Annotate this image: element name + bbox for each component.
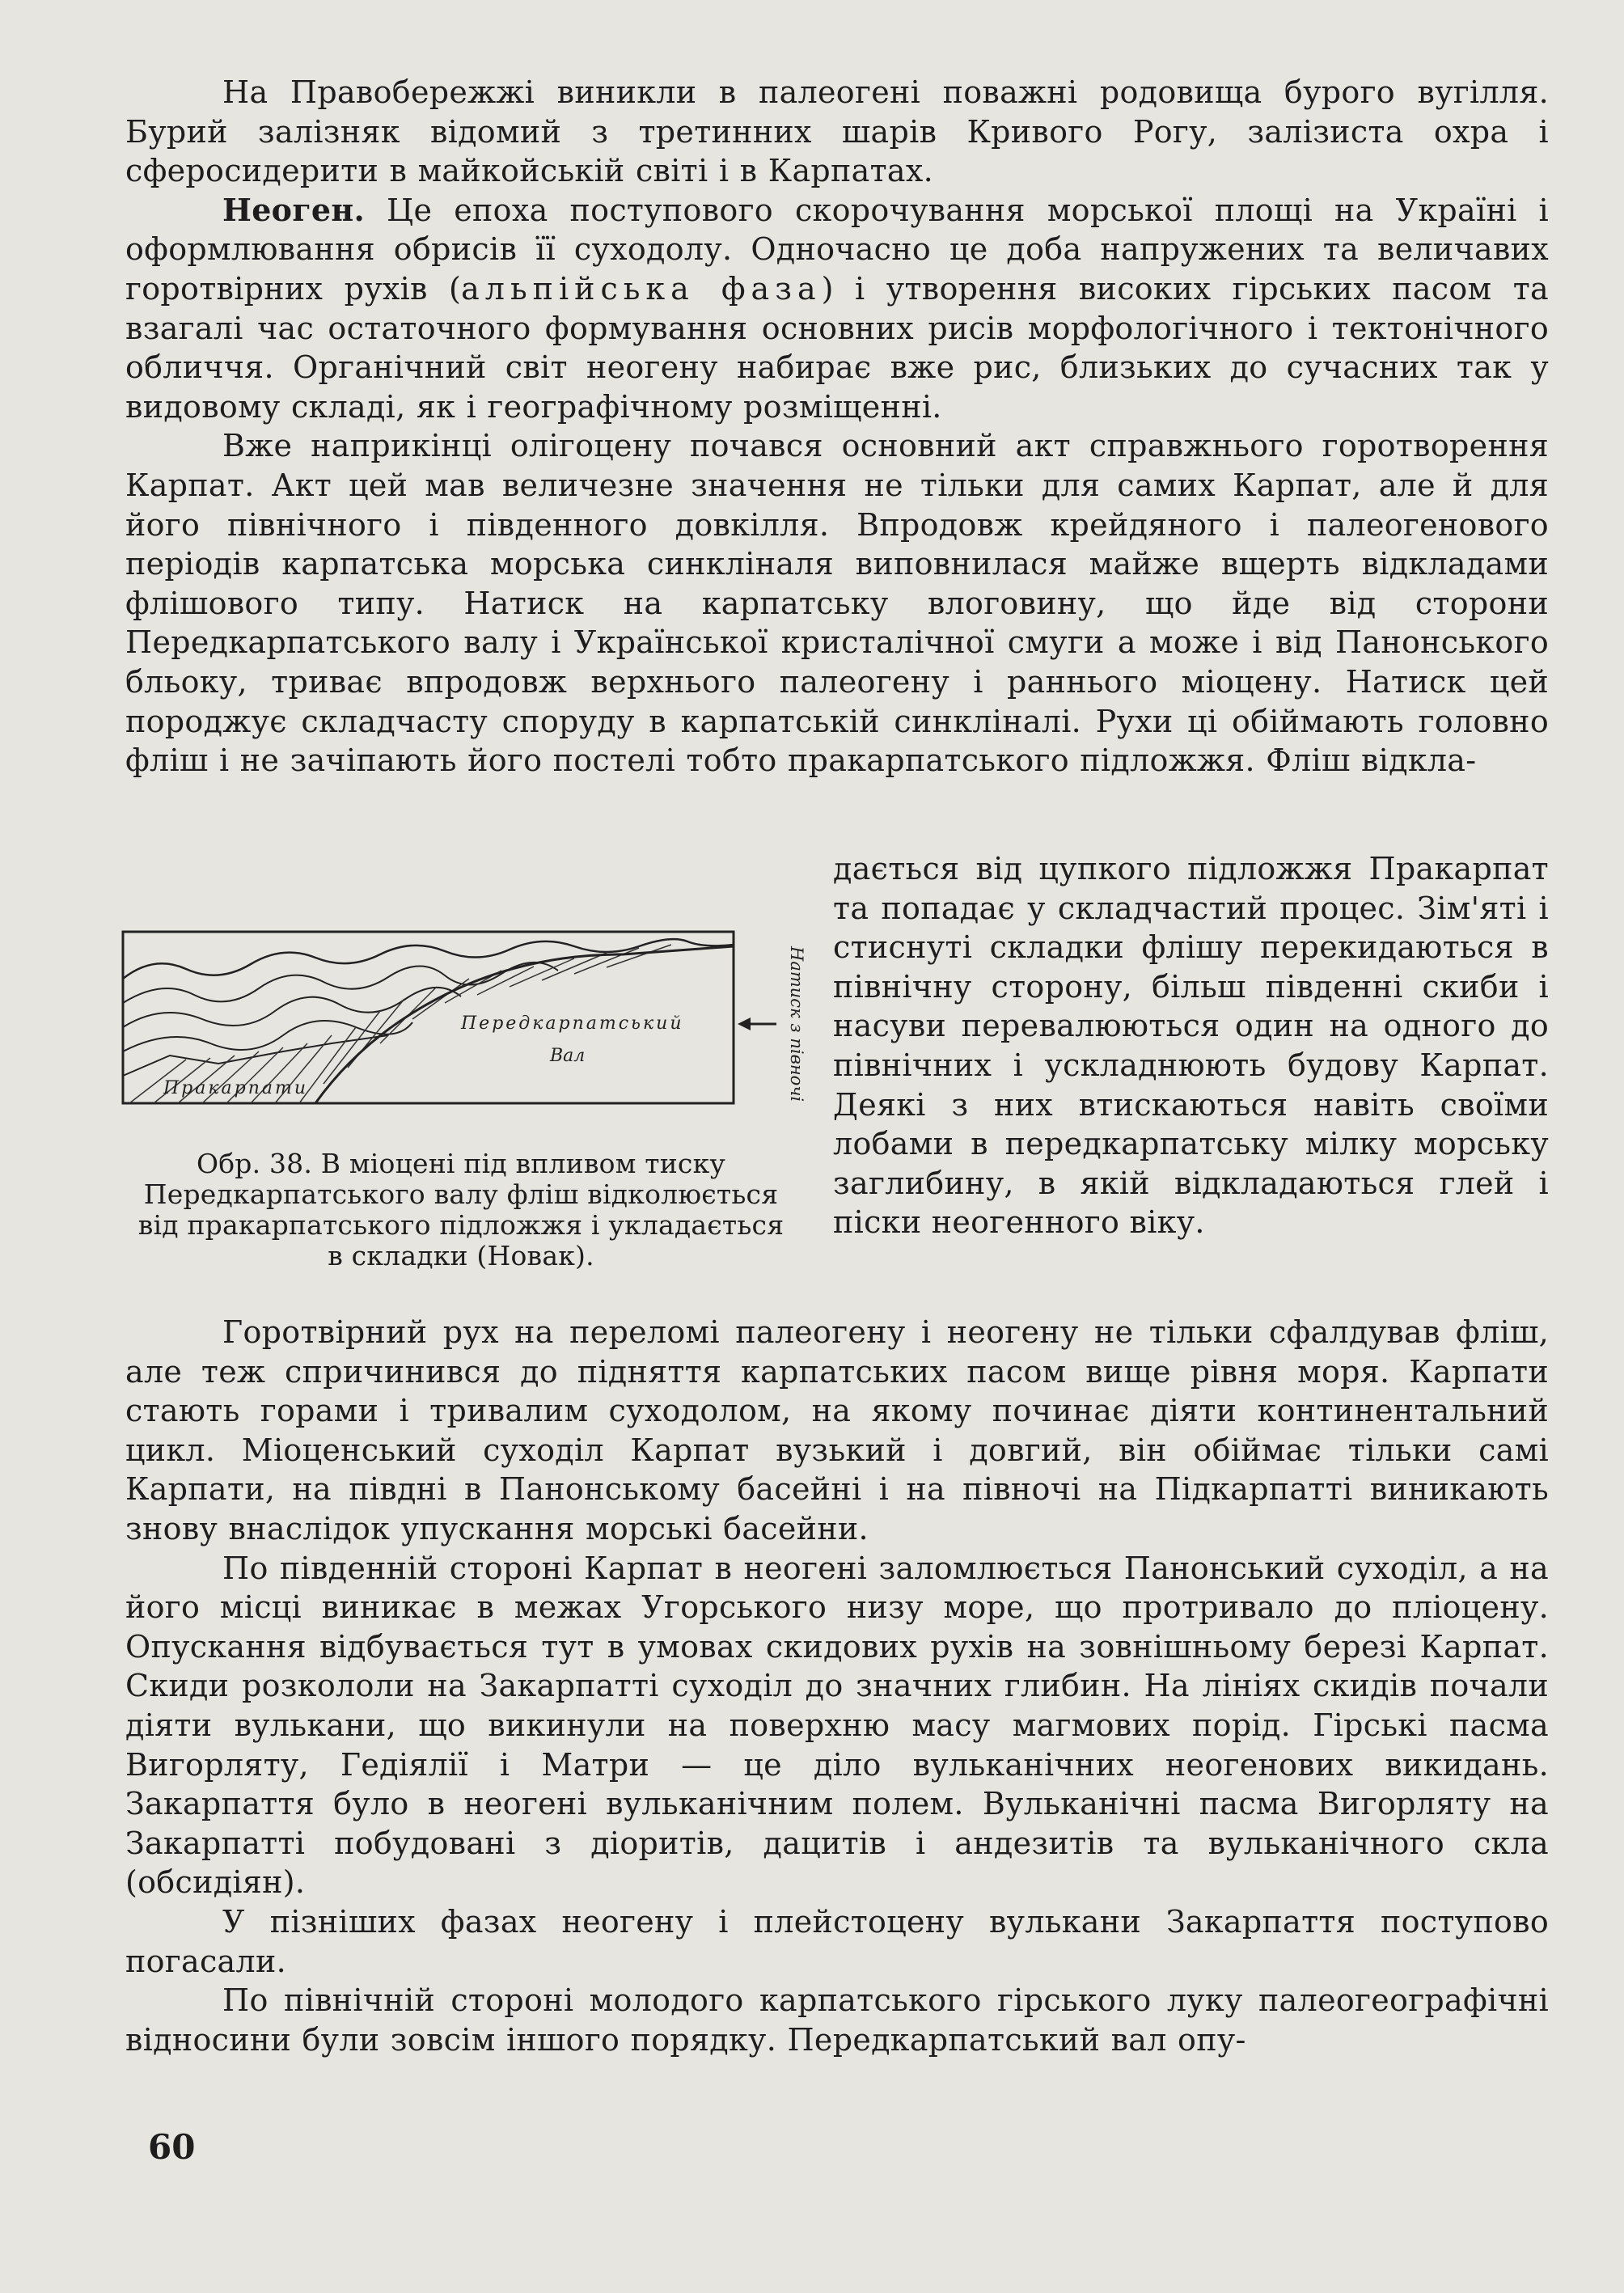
text-block-bottom <box>125 1313 1549 2059</box>
figure-caption: Обр. 38. В міоцені під впливом тиску Передкарпатського валу фліш відколюється від пракарпатського підложжя і укладається в складки (Новак). <box>137 1148 785 1271</box>
label-pressure-direction: Натиск з півночі <box>787 946 806 1102</box>
text-block-top <box>125 73 1549 781</box>
neogene-heading: Неоген. <box>222 191 366 228</box>
neogene-text-continued: ) і утворення високих гірських пасом та взагалі час остаточного формування основних рисів морфологічного і тектонічного обличчя. Органічний світ неогену набирає вже рис, близьких до сучасних так у видовому складі, як і географічному розміщенні. <box>125 270 1549 425</box>
paragraph-oligocene: Вже наприкінці олігоцену почався основний акт справжнього горотворення Карпат. Акт цей мав величезне значення не тільки для самих Карпат, але й для його північного і південного довкілля. Впродовж крейдяного і палеогенового періодів карпатська морська синкліналя виповнилася майже вщерть відкладами флішового типу. Натиск на карпатську влоговину, що йде від сторони Передкарпатського валу і Української кристалічної смуги а може і від Панонського бльоку, триває впродовж верхнього палеогену і раннього міоцену. Натиск цей породжує складчасту споруду в карпатській синкліналі. Рухи ці обіймають головно фліш і не зачіпають його постелі тобто пракарпатського підложжя. Фліш відкла- <box>125 428 1549 779</box>
paragraph-volcanoes: У пізніших фазах неогену і плейстоцену вулькани Закарпаття поступово погасали. <box>125 1903 1549 1979</box>
neogene-text: Це епоха поступового скорочування морської площі на Україні і оформлювання обрисів її суходолу. Одночасно це доба напружених та величавих горотвірних рухів ( <box>125 192 1549 307</box>
label-prakarpaty: Пракарпати <box>163 1078 309 1098</box>
paragraph-orogeny: Горотвірний рух на переломі палеогену і неогену не тільки сфалдував фліш, але теж спричинився до підняття карпатських пасом вище рівня моря. Карпати стають горами і тривалим суходолом, на якому починає діяти континентальний цикл. Міоценський суходіл Карпат вузький і довгий, він обіймає тільки самі Карпати, на півдні в Панонському басейні і на півночі на Підкарпатті виникають знову внаслідок упускання морські басейни. <box>125 1314 1549 1546</box>
paragraph-brown-coal: На Правобережжі виникли в палеогені поважні родовища бурого вугілля. Бурий залізняк відомий з третинних шарів Кривого Рогу, залізиста охра і сферосидерити в майкойській світі і в Карпатах. <box>125 74 1549 189</box>
surface-line <box>123 939 734 979</box>
geologic-cross-section <box>121 922 809 1149</box>
paragraph-northern-side: По північній стороні молодого карпатського гірського луку палеогеографічні відносини були зовсім іншого порядку. Передкарпатський вал опу- <box>125 1982 1549 2058</box>
side-column-text <box>833 849 1549 1242</box>
label-val: Вал <box>550 1046 586 1066</box>
paragraph-neogene <box>125 191 1549 427</box>
fold-line-1 <box>123 962 558 1003</box>
side-paragraph: дається від цупкого підложжя Пракарпат та попадає у складчастий процес. Зім'яті і стиснуті складки флішу перекидаються в північну сторону, більш південні скиби і насуви перевалюються один на одного до північних і ускладнюють будову Карпат. Деякі з них втискаються навіть своїми лобами в передкарпатську мілку морську заглибину, в якій відкладаються глей і піски неогенного віку. <box>833 851 1549 1241</box>
paragraph-pannonian: По південній стороні Карпат в неогені заломлюється Панонський суходіл, а на його місці виникає в межах Угорського низу море, що протривало до пліоцену. Опускання відбувається тут в умовах скидових рухів на зовнішньому березі Карпат. Скиди розкололи на Закарпатті суходіл до значних глибин. На лініях скидів почали діяти вулькани, що викинули на поверхню масу магмових порід. Гірські пасма Вигорляту, Гедіялії і Матри — це діло вульканічних неогенових викидань. Закарпаття було в неогені вульканічним полем. Вульканічні пасма Вигорляту на Закарпатті побудовані з діоритів, дацитів і андезитів та вульканічного скла (обсидіян). <box>125 1550 1549 1901</box>
fold-line-2 <box>123 988 461 1027</box>
fold-line-4 <box>123 1035 388 1076</box>
page-number: 60 <box>148 2127 196 2167</box>
label-foreland: Передкарпатський <box>461 1013 684 1034</box>
pressure-arrow-icon <box>738 1017 751 1030</box>
alpine-phase-term: альпійська фаза <box>461 270 822 307</box>
